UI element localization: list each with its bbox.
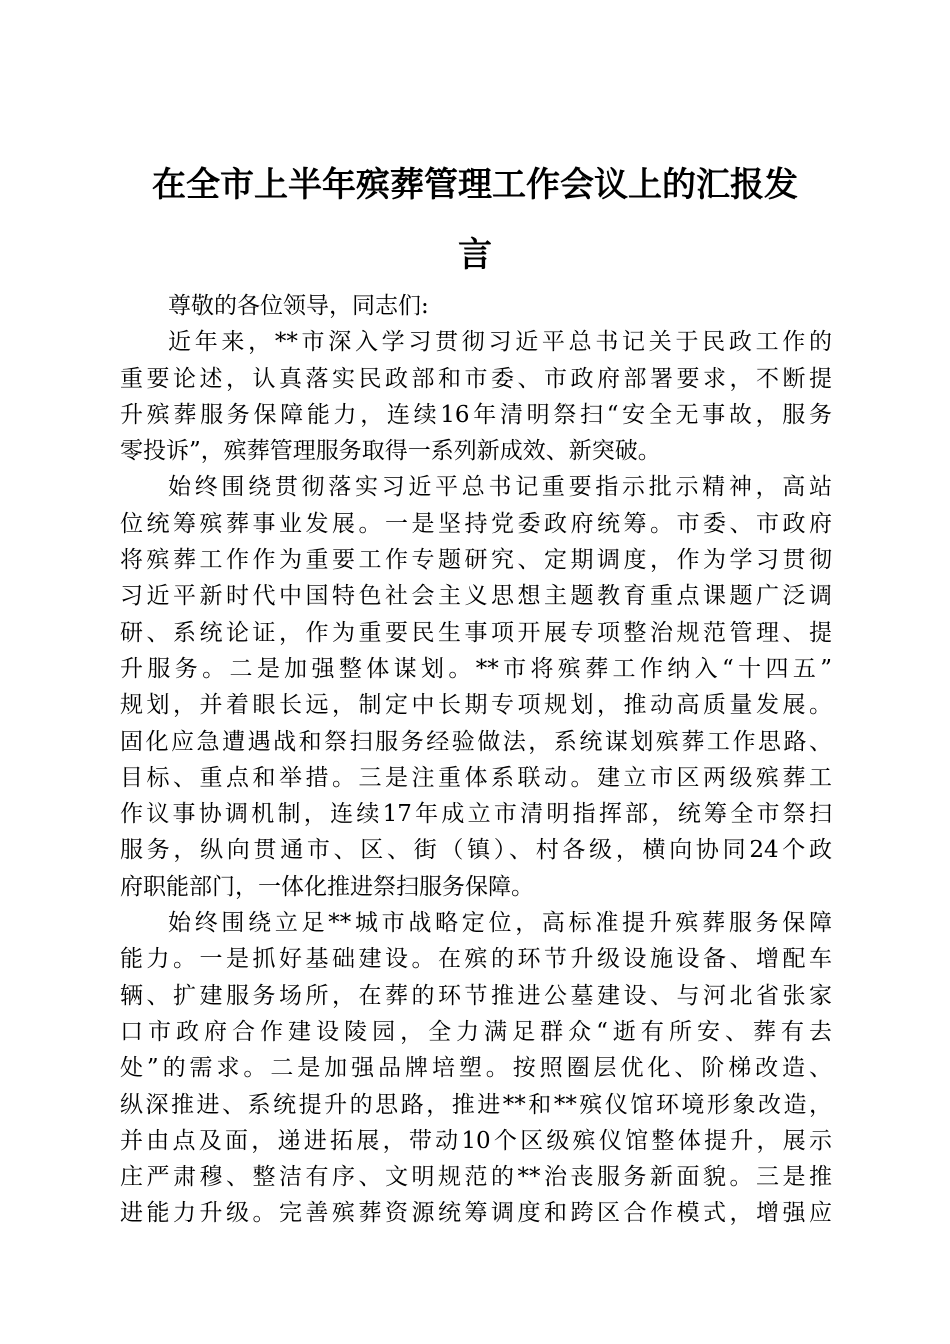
body-text-line: 近年来，**市深入学习贯彻习近平总书记关于民政工作的 [168, 329, 832, 356]
document-title-line-2: 言 [458, 235, 492, 275]
body-text-line: 服务，纵向贯通市、区、街（镇）、村各级，横向协同24个政 [120, 837, 832, 864]
body-text-line: 辆、扩建服务场所，在葬的环节推进公墓建设、与河北省张家 [120, 982, 832, 1009]
body-text-line: 习近平新时代中国特色社会主义思想主题教育重点课题广泛调 [120, 583, 832, 610]
document-title-line-1: 在全市上半年殡葬管理工作会议上的汇报发 [152, 165, 798, 205]
body-text-line: 始终围绕立足**城市战略定位，高标准提升殡葬服务保障 [168, 910, 832, 937]
body-text-line: 规划，并着眼长远，制定中长期专项规划，推动高质量发展。 [120, 692, 832, 719]
body-text-line: 目标、重点和举措。三是注重体系联动。建立市区两级殡葬工 [120, 764, 832, 791]
body-text-line: 固化应急遭遇战和祭扫服务经验做法，系统谋划殡葬工作思路、 [120, 728, 832, 755]
body-text-line: 进能力升级。完善殡葬资源统筹调度和跨区合作模式，增强应 [120, 1200, 832, 1227]
body-text-line: 零投诉”，殡葬管理服务取得一系列新成效、新突破。 [120, 438, 661, 465]
body-text-line: 作议事协调机制，连续17年成立市清明指挥部，统筹全市祭扫 [120, 801, 832, 828]
body-text-line: 能力。一是抓好基础建设。在殡的环节升级设施设备、增配车 [120, 946, 832, 973]
body-text-line: 并由点及面，递进拓展，带动10个区级殡仪馆整体提升，展示 [120, 1127, 832, 1154]
body-text-line: 处”的需求。二是加强品牌培塑。按照圈层优化、阶梯改造、 [120, 1055, 832, 1082]
body-text-line: 升服务。二是加强整体谋划。**市将殡葬工作纳入“十四五” [120, 655, 832, 682]
body-text-line: 位统筹殡葬事业发展。一是坚持党委政府统筹。市委、市政府 [120, 510, 832, 537]
body-text-line: 重要论述，认真落实民政部和市委、市政府部署要求，不断提 [120, 365, 832, 392]
body-text-line: 府职能部门，一体化推进祭扫服务保障。 [120, 873, 534, 900]
body-text-line: 庄严肃穆、整洁有序、文明规范的**治丧服务新面貌。三是推 [120, 1164, 832, 1191]
body-text-line: 升殡葬服务保障能力，连续16年清明祭扫“安全无事故，服务 [120, 401, 832, 428]
body-text-line: 将殡葬工作作为重要工作专题研究、定期调度，作为学习贯彻 [120, 547, 832, 574]
body-text-line: 研、系统论证，作为重要民生事项开展专项整治规范管理、提 [120, 619, 832, 646]
body-text-line: 尊敬的各位领导，同志们: [168, 293, 429, 319]
body-text-line: 始终围绕贯彻落实习近平总书记重要指示批示精神，高站 [168, 474, 832, 501]
body-text-line: 口市政府合作建设陵园，全力满足群众“逝有所安、葬有去 [120, 1018, 832, 1045]
document-body [120, 288, 832, 1232]
body-text-line: 纵深推进、系统提升的思路，推进**和**殡仪馆环境形象改造， [120, 1091, 832, 1118]
